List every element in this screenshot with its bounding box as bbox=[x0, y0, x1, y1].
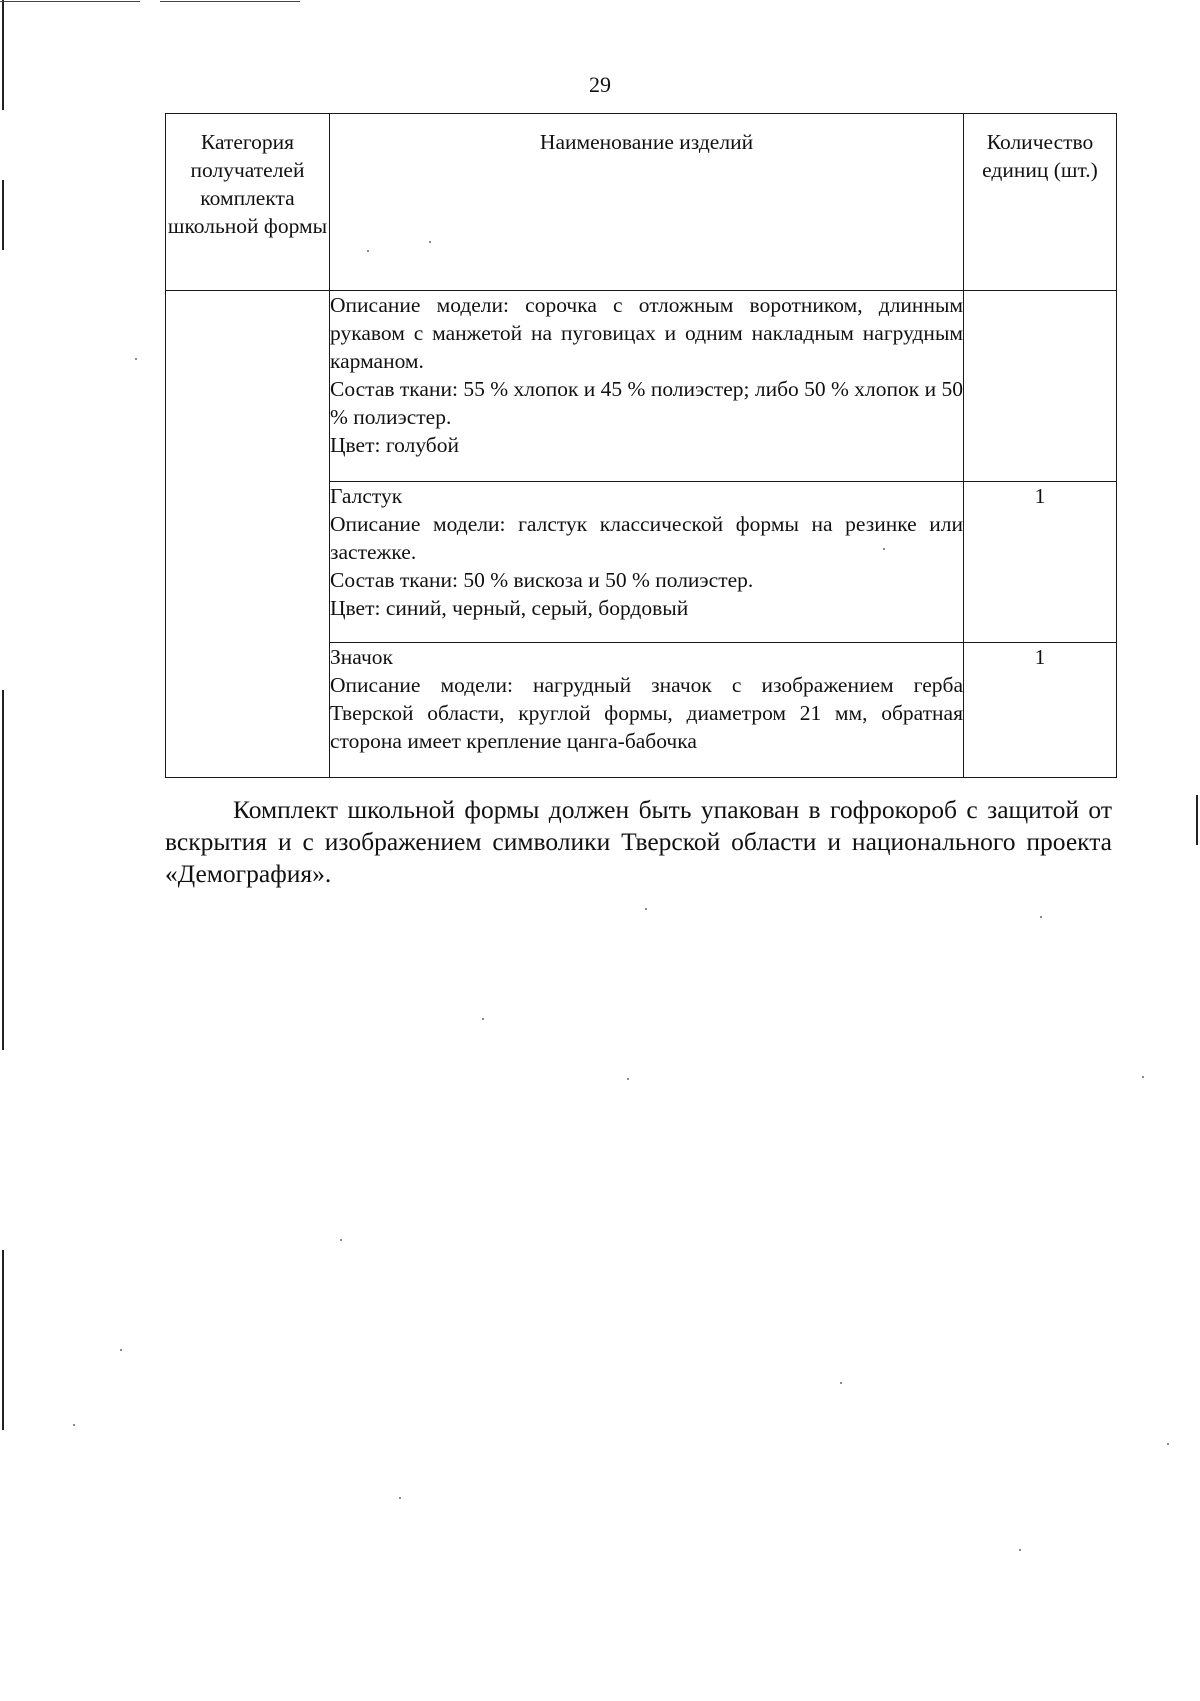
scan-speck bbox=[135, 358, 137, 360]
scan-speck bbox=[399, 1497, 401, 1499]
scan-edge-top bbox=[160, 1, 300, 2]
header-name: Наименование изделий bbox=[330, 114, 964, 291]
table-row bbox=[166, 291, 1117, 482]
scan-speck bbox=[482, 1018, 484, 1020]
scan-edge-top bbox=[0, 1, 140, 2]
quantity-cell: 1 bbox=[964, 643, 1117, 778]
scan-edge-left bbox=[2, 1250, 4, 1430]
scan-speck bbox=[73, 1424, 75, 1426]
scan-speck bbox=[1019, 1549, 1021, 1551]
quantity-cell: 1 bbox=[964, 482, 1117, 643]
scan-edge-left bbox=[2, 690, 4, 1050]
item-description-cell bbox=[330, 482, 964, 643]
scan-edge-right bbox=[1196, 795, 1198, 845]
quantity-cell bbox=[964, 291, 1117, 482]
items-table bbox=[165, 113, 1117, 778]
item-title: Значок bbox=[330, 645, 393, 669]
item-description-cell bbox=[330, 291, 964, 482]
scan-speck bbox=[627, 1078, 629, 1080]
item-description-line: Цвет: голубой bbox=[330, 433, 459, 457]
scan-speck bbox=[840, 1382, 842, 1384]
item-description-cell bbox=[330, 643, 964, 778]
category-cell bbox=[166, 291, 330, 778]
scan-speck bbox=[340, 1239, 342, 1241]
scan-edge-left bbox=[2, 180, 4, 250]
item-description-line: Описание модели: сорочка с отложным воротником, длинным рукавом с манжетой на пуговицах и одним накладным нагрудным карманом. bbox=[330, 293, 963, 373]
item-description-line: Описание модели: нагрудный значок с изображением герба Тверской области, круглой формы, диаметром 21 мм, обратная сторона имеет крепление цанга-бабочка bbox=[330, 673, 963, 753]
scan-speck bbox=[120, 1349, 122, 1351]
item-description-line: Состав ткани: 50 % вискоза и 50 % полиэстер. bbox=[330, 568, 754, 592]
item-title: Галстук bbox=[330, 484, 403, 508]
table-header-row bbox=[166, 114, 1117, 291]
item-description-line: Цвет: синий, черный, серый, бордовый bbox=[330, 596, 689, 620]
scan-speck bbox=[1167, 1443, 1169, 1445]
page-number: 29 bbox=[589, 72, 611, 97]
scan-speck bbox=[645, 908, 647, 910]
header-category: Категория получателей комплекта школьной формы bbox=[166, 114, 330, 291]
item-description-line: Описание модели: галстук классической формы на резинке или застежке. bbox=[330, 512, 963, 564]
scan-speck bbox=[1142, 1076, 1144, 1078]
scan-speck bbox=[1040, 916, 1042, 918]
item-description-line: Состав ткани: 55 % хлопок и 45 % полиэстер; либо 50 % хлопок и 50 % полиэстер. bbox=[330, 377, 963, 429]
header-quantity: Количество единиц (шт.) bbox=[964, 114, 1117, 291]
packaging-paragraph: Комплект школьной формы должен быть упакован в гофрокороб с защитой от вскрытия и с изображением символики Тверской области и национального проекта «Демография». bbox=[165, 795, 1112, 888]
